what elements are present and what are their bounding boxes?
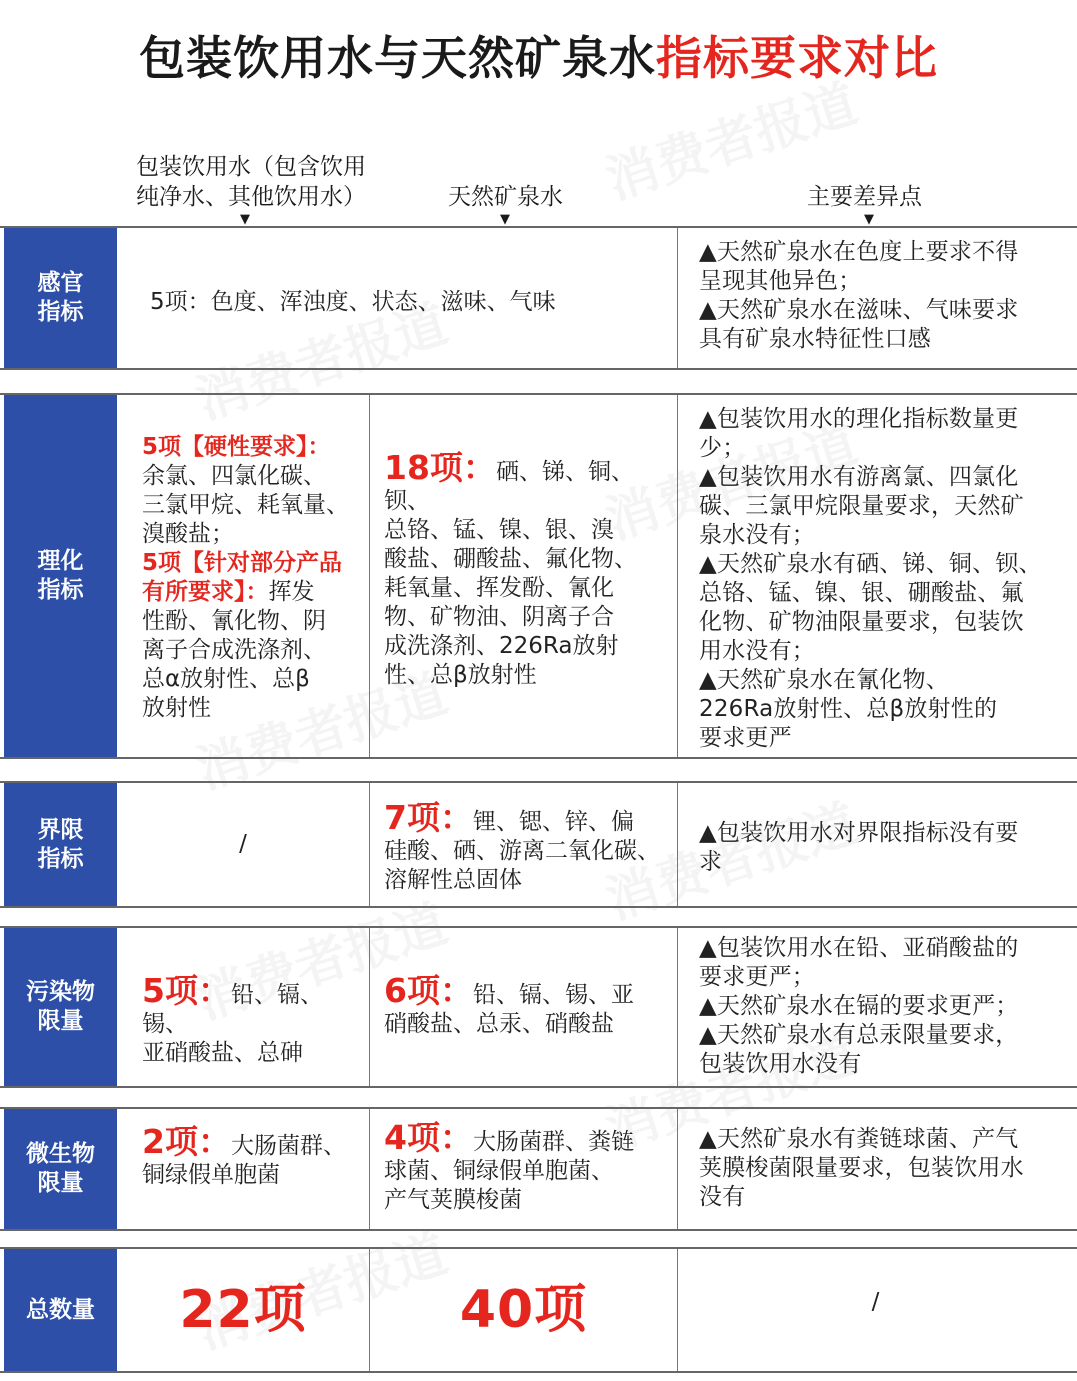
total-packaged-value: 22项 <box>179 1279 307 1340</box>
arrow-down-icon: ▼ <box>240 212 250 227</box>
sensory-diff-cell: ▲天然矿泉水在色度上要求不得 呈现其他异色； ▲天然矿泉水在滋味、气味要求 具有矿泉水特征性口感 <box>699 239 1019 352</box>
column-header-diff: 主要差异点 <box>807 184 922 210</box>
micro-mineral-cell: 4项：大肠菌群、粪链 球菌、铜绿假单胞菌、 产气荚膜梭菌 <box>384 1118 634 1213</box>
limit-diff-cell: ▲包装饮用水对界限指标没有要 求 <box>699 820 1019 875</box>
title-highlight: 指标要求对比 <box>656 31 938 85</box>
column-divider <box>677 783 678 906</box>
total-diff-cell: / <box>871 1288 880 1315</box>
page-title <box>0 22 1077 88</box>
row-contaminant <box>0 926 1077 1088</box>
row-label-contaminant: 污染物 限量 <box>4 928 117 1086</box>
arrow-down-icon: ▼ <box>500 212 510 227</box>
column-divider <box>369 928 370 1086</box>
total-mineral-cell <box>370 1249 677 1371</box>
arrow-down-icon: ▼ <box>864 212 874 227</box>
contaminant-diff-cell: ▲包装饮用水在铅、亚硝酸盐的 要求更严； ▲天然矿泉水在镉的要求更严； ▲天然矿泉水有总汞限量要求， 包装饮用水没有 <box>699 935 1019 1077</box>
sensory-common-cell: 5项：色度、浑浊度、状态、滋味、气味 <box>150 289 556 315</box>
row-label-limit: 界限 指标 <box>4 783 117 906</box>
contaminant-packaged-cell: 5项：铅、镉、锡、 亚硝酸盐、总砷 <box>142 971 323 1066</box>
physchem-diff-cell: ▲包装饮用水的理化指标数量更 少； ▲包装饮用水有游离氯、四氯化 碳、三氯甲烷限量要求，天然矿 泉水没有； ▲天然矿泉水有硒、锑、铜、钡、 总铬、锰、镍、银、硼酸盐、氟 化物、矿物油限量要求，包装饮 用水没有； ▲天然矿泉水在氰化物、 226Ra放射性、总β放射性的 要求更严 <box>699 406 1042 751</box>
column-divider <box>677 228 678 368</box>
column-divider <box>677 395 678 757</box>
column-divider <box>369 783 370 906</box>
column-divider <box>677 928 678 1086</box>
row-label-total: 总数量 <box>4 1249 117 1371</box>
physchem-mineral-cell: 18项：硒、锑、铜、钡、 总铬、锰、镍、银、溴 酸盐、硼酸盐、氟化物、 耗氧量、挥发酚、氰化 物、矿物油、阴离子合 成洗涤剂、226Ra放射 性、总β放射性 <box>384 448 637 688</box>
row-total <box>0 1247 1077 1373</box>
column-header-packaged-line1: 包装饮用水（包含饮用 <box>136 154 366 180</box>
limit-mineral-cell: 7项：锂、锶、锌、偏 硅酸、硒、游离二氧化碳、 溶解性总固体 <box>384 798 660 893</box>
micro-diff-cell: ▲天然矿泉水有粪链球菌、产气 荚膜梭菌限量要求，包装饮用水 没有 <box>699 1126 1024 1210</box>
column-header-packaged <box>136 152 366 212</box>
contaminant-mineral-cell: 6项：铅、镉、锡、亚 硝酸盐、总汞、硝酸盐 <box>384 971 634 1037</box>
total-packaged-cell <box>117 1249 369 1371</box>
column-header-mineral: 天然矿泉水 <box>448 184 563 210</box>
total-mineral-value: 40项 <box>459 1279 588 1340</box>
row-limit <box>0 781 1077 908</box>
physchem-packaged-cell: 5项【硬性要求】： 余氯、四氯化碳、 三氯甲烷、耗氧量、 溴酸盐； 5项【针对部分产品 有所要求】：挥发 性酚、氰化物、阴 离子合成洗涤剂、 总α放射性、总β 放射性 <box>142 434 349 721</box>
column-divider <box>369 395 370 757</box>
title-part1: 包装饮用水与天然矿泉水 <box>139 31 656 85</box>
row-micro <box>0 1107 1077 1231</box>
row-label-sensory: 感官 指标 <box>4 228 117 368</box>
column-header-packaged-line2: 纯净水、其他饮用水） <box>136 184 366 210</box>
limit-packaged-cell: / <box>239 831 247 857</box>
micro-packaged-cell: 2项：大肠菌群、 铜绿假单胞菌 <box>142 1122 346 1188</box>
row-sensory <box>0 226 1077 370</box>
column-divider <box>677 1109 678 1229</box>
row-label-physchem: 理化 指标 <box>4 395 117 757</box>
row-physchem <box>0 393 1077 759</box>
column-divider <box>369 1109 370 1229</box>
row-label-micro: 微生物 限量 <box>4 1109 117 1229</box>
